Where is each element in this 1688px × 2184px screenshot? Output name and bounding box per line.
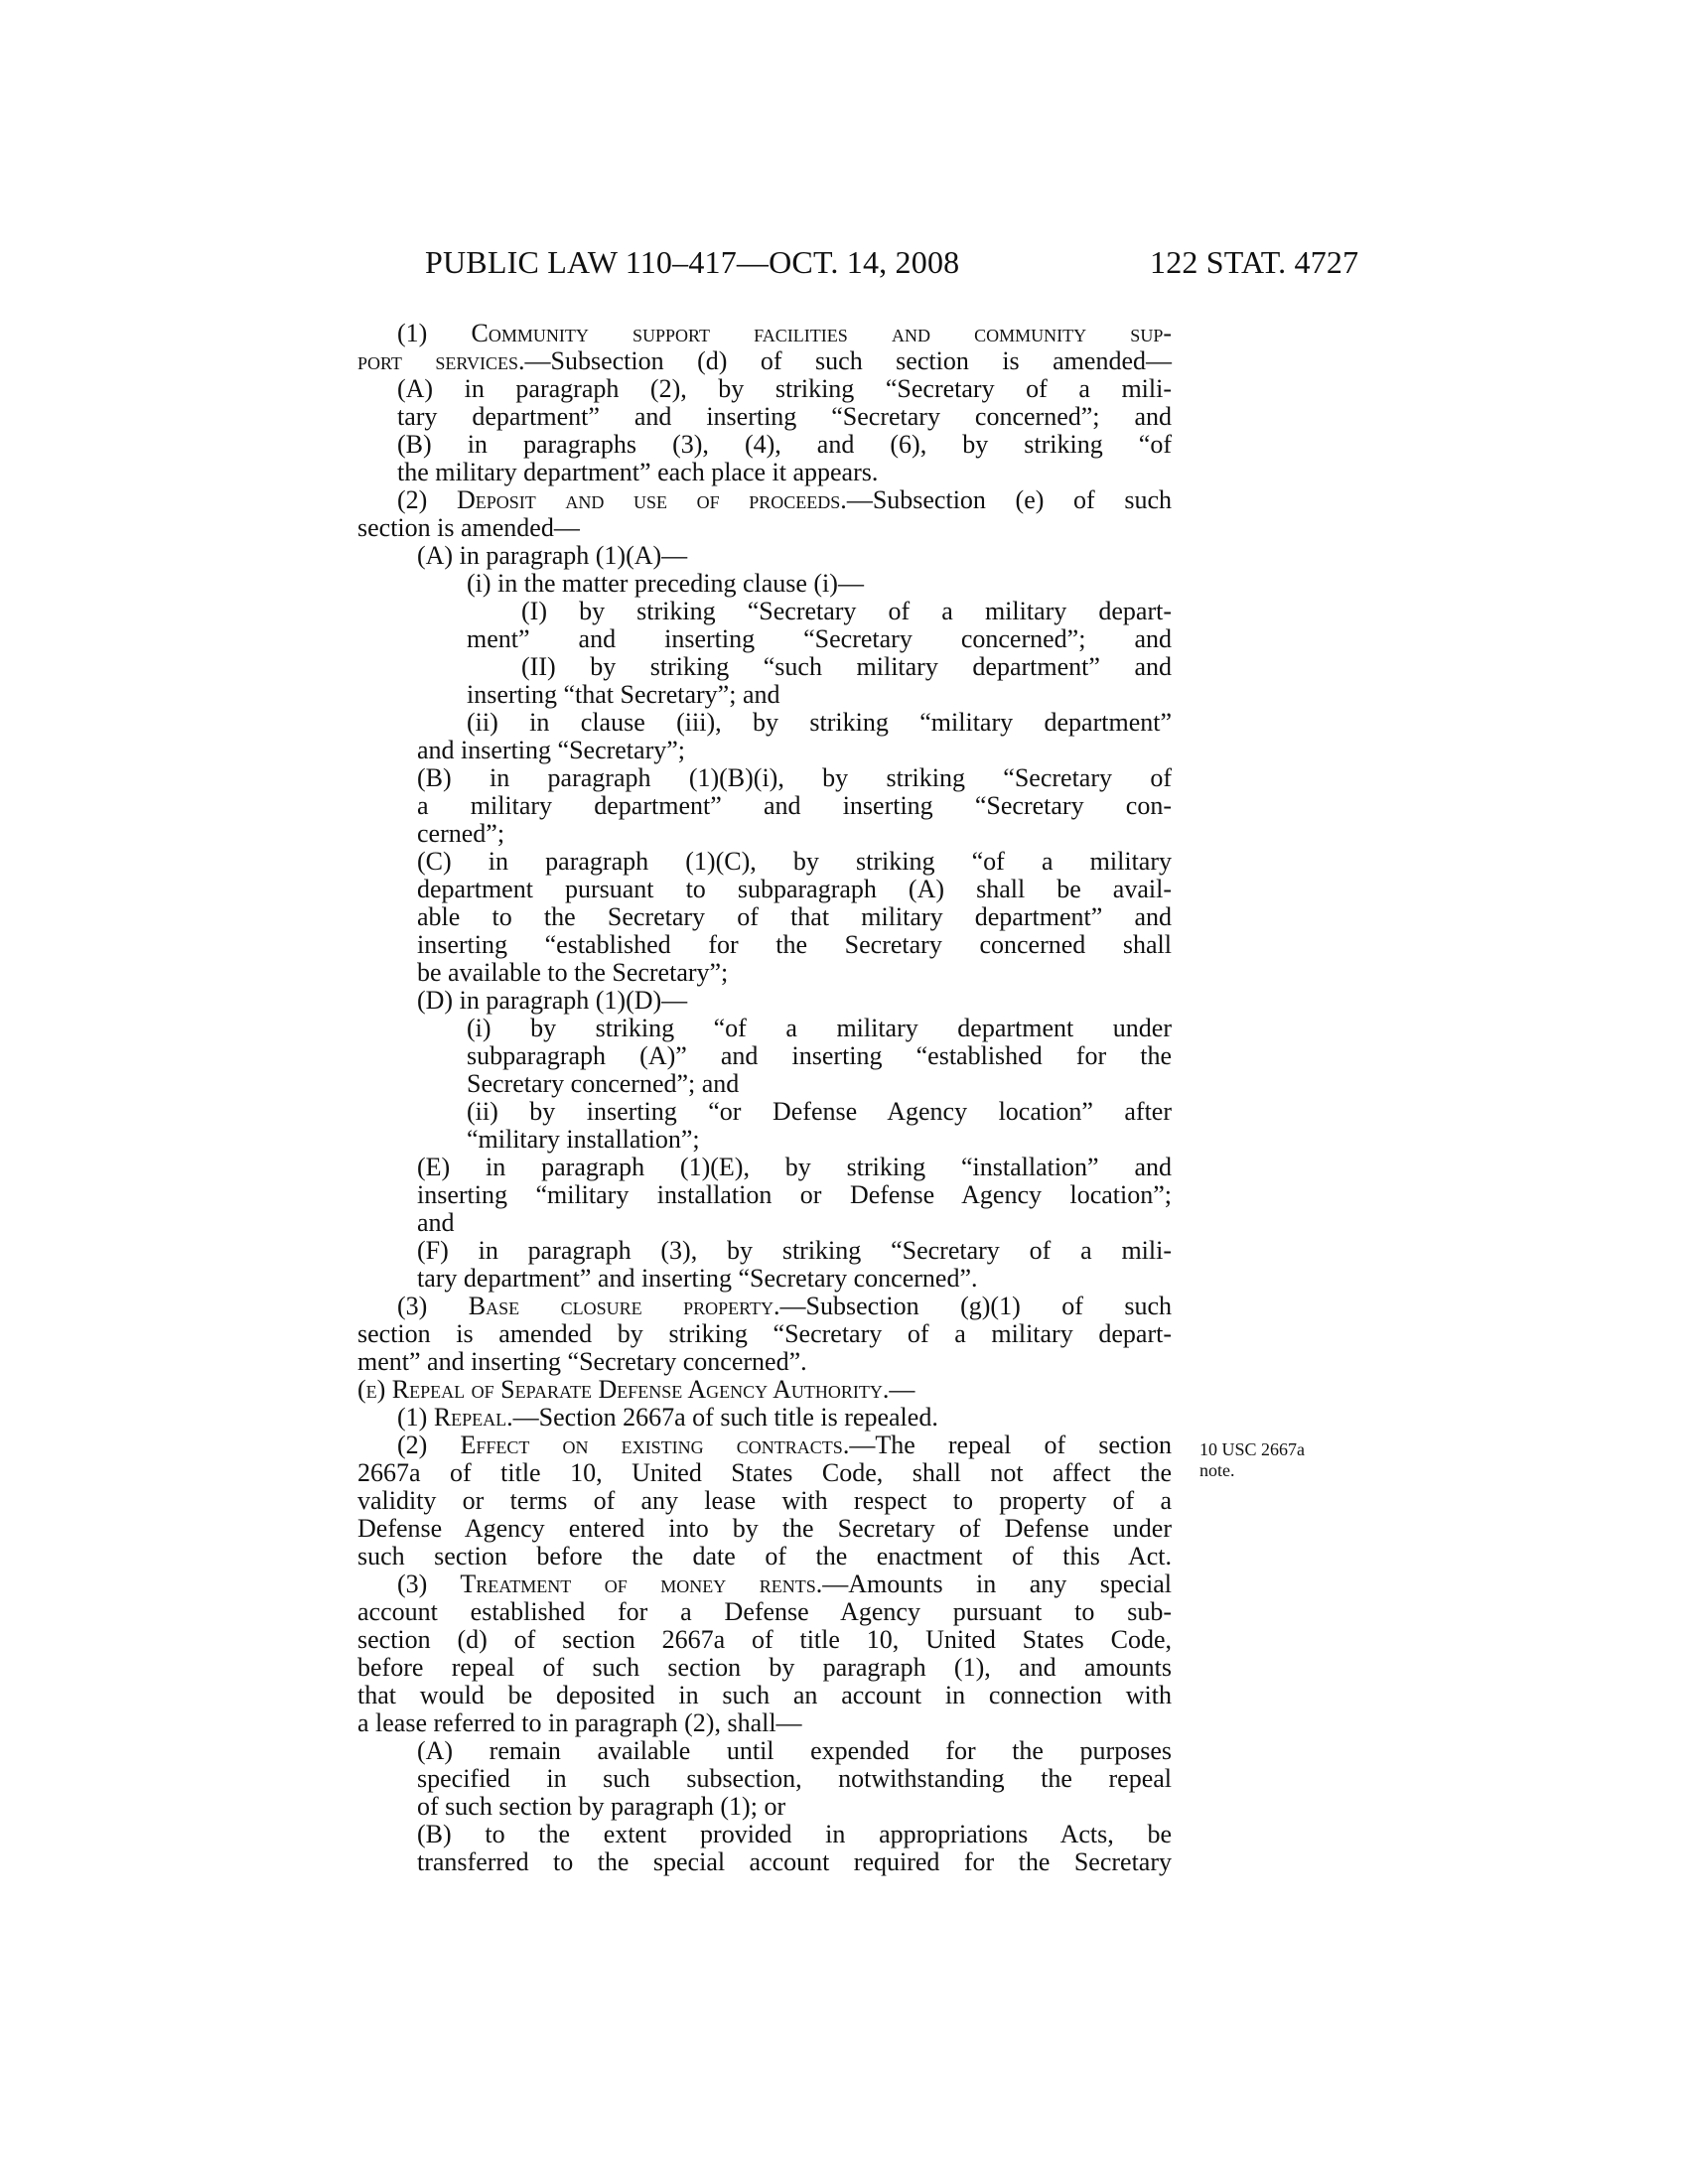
text-run: —The repeal of section xyxy=(849,1431,1173,1459)
text-line xyxy=(357,1237,1172,1265)
text-line xyxy=(357,1348,1172,1376)
text-line xyxy=(357,514,1172,542)
text-run: (D) in paragraph (1)(D)— xyxy=(417,986,688,1015)
text-line xyxy=(357,1126,1172,1154)
text-run: — xyxy=(889,1375,915,1404)
text-line xyxy=(357,1821,1172,1848)
text-run: a lease referred to in paragraph (2), shall— xyxy=(357,1708,802,1737)
text-run: the military department” each place it appears. xyxy=(397,458,879,486)
text-line xyxy=(357,459,1172,486)
text-run: “military installation”; xyxy=(467,1125,700,1154)
text-run: Defense Agency entered into by the Secretary of Defense under xyxy=(357,1514,1172,1543)
text-run: —Amounts in any special xyxy=(822,1570,1172,1598)
text-run: (A) remain available until expended for the purposes xyxy=(417,1736,1172,1765)
text-run: section (d) of section 2667a of title 10, United States Code, xyxy=(357,1625,1172,1654)
running-header-title: PUBLIC LAW 110–417—OCT. 14, 2008 xyxy=(425,244,960,280)
text-line xyxy=(357,1098,1172,1126)
text-line xyxy=(357,1682,1172,1709)
text-run: inserting “military installation or Defense Agency location”; xyxy=(417,1180,1172,1209)
text-line xyxy=(357,1515,1172,1543)
text-line xyxy=(357,542,1172,570)
text-run: specified in such subsection, notwithstanding the repeal xyxy=(417,1764,1172,1793)
heading-run: (e) Repeal of Separate Defense Agency Authority. xyxy=(357,1375,890,1404)
text-line xyxy=(357,959,1172,987)
text-run: (ii) in clause (iii), by striking “military department” xyxy=(467,708,1172,737)
text-run: that would be deposited in such an account in connection with xyxy=(357,1681,1172,1709)
text-run: —Section 2667a of such title is repealed. xyxy=(512,1403,938,1432)
text-run: section is amended by striking “Secretary of a military depart- xyxy=(357,1319,1172,1348)
margin-note xyxy=(1199,1439,1305,1481)
text-line xyxy=(357,598,1172,625)
text-run: ment” and inserting “Secretary concerned”; and xyxy=(467,624,1172,653)
text-line xyxy=(357,1293,1172,1320)
text-line xyxy=(357,403,1172,431)
text-line xyxy=(357,1320,1172,1348)
text-run: ment” and inserting “Secretary concerned”. xyxy=(357,1347,807,1376)
text-run: (ii) by inserting “or Defense Agency location” after xyxy=(467,1097,1172,1126)
text-run: 2667a of title 10, United States Code, shall not affect the xyxy=(357,1458,1172,1487)
text-line xyxy=(357,431,1172,459)
running-header-page: 122 STAT. 4727 xyxy=(1150,244,1359,280)
text-run: —Subsection (g)(1) of such xyxy=(779,1292,1172,1320)
heading-run: port services. xyxy=(357,346,525,375)
text-line xyxy=(357,681,1172,709)
text-run: account established for a Defense Agency pursuant to sub- xyxy=(357,1597,1172,1626)
text-run: (B) in paragraphs (3), (4), and (6), by striking “of xyxy=(397,430,1172,459)
text-line xyxy=(357,1543,1172,1570)
text-line xyxy=(357,486,1172,514)
text-run: of such section by paragraph (1); or xyxy=(417,1792,786,1821)
text-line xyxy=(357,1654,1172,1682)
text-line xyxy=(357,792,1172,820)
text-run: tary department” and inserting “Secretary concerned”. xyxy=(417,1264,978,1293)
text-line xyxy=(357,1042,1172,1070)
heading-run: (3) Base closure property. xyxy=(397,1292,780,1320)
text-run: subparagraph (A)” and inserting “established for the xyxy=(467,1041,1172,1070)
text-line xyxy=(357,1070,1172,1098)
text-run: (A) in paragraph (2), by striking “Secretary of a mili- xyxy=(397,374,1172,403)
text-run: (II) by striking “such military department” and xyxy=(521,652,1172,681)
text-line xyxy=(357,737,1172,764)
text-line xyxy=(357,1848,1172,1876)
margin-note-label: note. xyxy=(1199,1460,1235,1480)
margin-note-citation: 10 USC 2667a xyxy=(1199,1439,1306,1459)
text-run: (B) in paragraph (1)(B)(i), by striking “Secretary of xyxy=(417,763,1172,792)
text-line xyxy=(357,931,1172,959)
text-line xyxy=(357,1737,1172,1765)
text-line xyxy=(357,1015,1172,1042)
text-run: transferred to the special account required for the Secretary xyxy=(417,1847,1172,1876)
heading-run: (1) Community support facilities and community sup- xyxy=(397,319,1172,347)
heading-run: (2) Deposit and use of proceeds. xyxy=(397,485,847,514)
text-run: (C) in paragraph (1)(C), by striking “of a military xyxy=(417,847,1172,876)
text-line xyxy=(357,1459,1172,1487)
heading-run: (1) Repeal. xyxy=(397,1403,513,1432)
text-line xyxy=(357,1793,1172,1821)
text-run: (i) by striking “of a military department under xyxy=(467,1014,1172,1042)
text-run: (F) in paragraph (3), by striking “Secretary of a mili- xyxy=(417,1236,1172,1265)
text-run: inserting “that Secretary”; and xyxy=(467,680,780,709)
text-run: and xyxy=(417,1208,455,1237)
text-run: (E) in paragraph (1)(E), by striking “installation” and xyxy=(417,1153,1172,1181)
text-line xyxy=(357,347,1172,375)
text-line xyxy=(357,903,1172,931)
text-line xyxy=(357,1209,1172,1237)
text-line xyxy=(357,1265,1172,1293)
text-run: cerned”; xyxy=(417,819,505,848)
text-run: (B) to the extent provided in appropriations Acts, be xyxy=(417,1820,1172,1848)
text-run: tary department” and inserting “Secretary concerned”; and xyxy=(397,402,1172,431)
heading-run: (2) Effect on existing contracts. xyxy=(397,1431,850,1459)
text-line xyxy=(357,764,1172,792)
text-line xyxy=(357,625,1172,653)
text-line xyxy=(357,375,1172,403)
text-line xyxy=(357,1154,1172,1181)
text-run: be available to the Secretary”; xyxy=(417,958,729,987)
text-line xyxy=(357,820,1172,848)
text-run: (A) in paragraph (1)(A)— xyxy=(417,541,688,570)
text-run: section is amended— xyxy=(357,513,580,542)
text-run: and inserting “Secretary”; xyxy=(417,736,685,764)
text-line xyxy=(357,987,1172,1015)
text-line xyxy=(357,1376,1172,1404)
text-line xyxy=(357,1709,1172,1737)
text-line xyxy=(357,1181,1172,1209)
text-line xyxy=(357,1598,1172,1626)
text-line xyxy=(357,653,1172,681)
text-run: —Subsection (e) of such xyxy=(846,485,1172,514)
text-line xyxy=(357,1432,1172,1459)
text-line xyxy=(357,320,1172,347)
text-line xyxy=(357,570,1172,598)
text-run: (i) in the matter preceding clause (i)— xyxy=(467,569,864,598)
text-line xyxy=(357,848,1172,876)
text-run: inserting “established for the Secretary concerned shall xyxy=(417,930,1172,959)
text-line xyxy=(357,1765,1172,1793)
heading-run: (3) Treatment of money rents. xyxy=(397,1570,823,1598)
text-run: such section before the date of the enactment of this Act. xyxy=(357,1542,1172,1570)
text-line xyxy=(357,709,1172,737)
text-run: (I) by striking “Secretary of a military depart- xyxy=(521,597,1172,625)
text-line xyxy=(357,876,1172,903)
text-run: before repeal of such section by paragraph (1), and amounts xyxy=(357,1653,1172,1682)
text-line xyxy=(357,1404,1172,1432)
text-line xyxy=(357,1626,1172,1654)
text-line xyxy=(357,1487,1172,1515)
text-run: a military department” and inserting “Secretary con- xyxy=(417,791,1172,820)
text-line xyxy=(357,1570,1172,1598)
body-text xyxy=(357,320,1172,1876)
text-run: department pursuant to subparagraph (A) shall be avail- xyxy=(417,875,1172,903)
text-run: Secretary concerned”; and xyxy=(467,1069,740,1098)
text-run: validity or terms of any lease with respect to property of a xyxy=(357,1486,1172,1515)
text-run: able to the Secretary of that military department” and xyxy=(417,902,1172,931)
text-run: —Subsection (d) of such section is amended— xyxy=(524,346,1172,375)
